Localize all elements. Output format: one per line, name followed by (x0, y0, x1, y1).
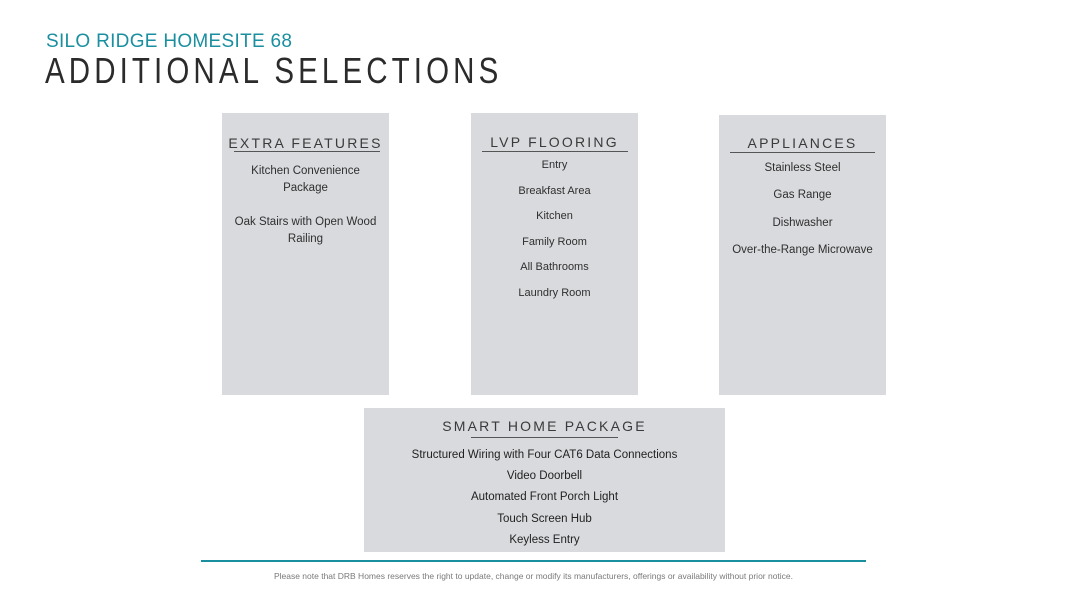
list-item: Dishwasher (772, 216, 833, 229)
list-item: Kitchen Convenience Package (251, 165, 360, 194)
smart-home-divider (471, 437, 618, 438)
page-subtitle: SILO RIDGE HOMESITE 68 (46, 31, 293, 52)
list-item: Entry (541, 159, 568, 171)
lvp-flooring-heading: LVP FLOORING (490, 134, 619, 150)
lvp-flooring-divider (482, 151, 628, 152)
extra-features-divider (234, 151, 380, 152)
list-item: Touch Screen Hub (497, 512, 592, 525)
appliances-heading: APPLIANCES (747, 135, 858, 151)
list-item: Family Room (522, 235, 587, 248)
appliances-divider (730, 152, 875, 153)
list-item: Gas Range (773, 189, 832, 202)
list-item: Video Doorbell (506, 470, 583, 483)
list-item: Structured Wiring with Four CAT6 Data Connections (411, 449, 678, 461)
list-item: Over-the-Range Microwave (732, 243, 873, 256)
lvp-flooring-list (471, 158, 638, 312)
extra-features-list (222, 163, 389, 265)
list-item: Laundry Room (518, 286, 591, 299)
appliances-list (719, 161, 886, 270)
list-item: All Bathrooms (520, 261, 589, 274)
footer-divider (201, 560, 866, 562)
smart-home-list (364, 448, 725, 554)
list-item: Stainless Steel (764, 162, 841, 174)
list-item: Breakfast Area (518, 184, 591, 197)
list-item: Automated Front Porch Light (470, 491, 619, 504)
smart-home-heading: SMART HOME PACKAGE (442, 418, 647, 434)
list-item: Kitchen (536, 210, 573, 223)
list-item: Oak Stairs with Open Wood Railing (234, 216, 377, 245)
appliances-panel (719, 115, 886, 395)
smart-home-panel (364, 408, 725, 552)
disclaimer-text: Please note that DRB Homes reserves the right to update, change or modify its manufacturers, offerings or availability without prior notice. (273, 571, 794, 581)
lvp-flooring-panel (471, 113, 638, 395)
extra-features-heading: EXTRA FEATURES (228, 135, 383, 151)
extra-features-panel (222, 113, 389, 395)
page-title: ADDITIONAL SELECTIONS (45, 50, 503, 91)
list-item: Keyless Entry (509, 533, 580, 546)
